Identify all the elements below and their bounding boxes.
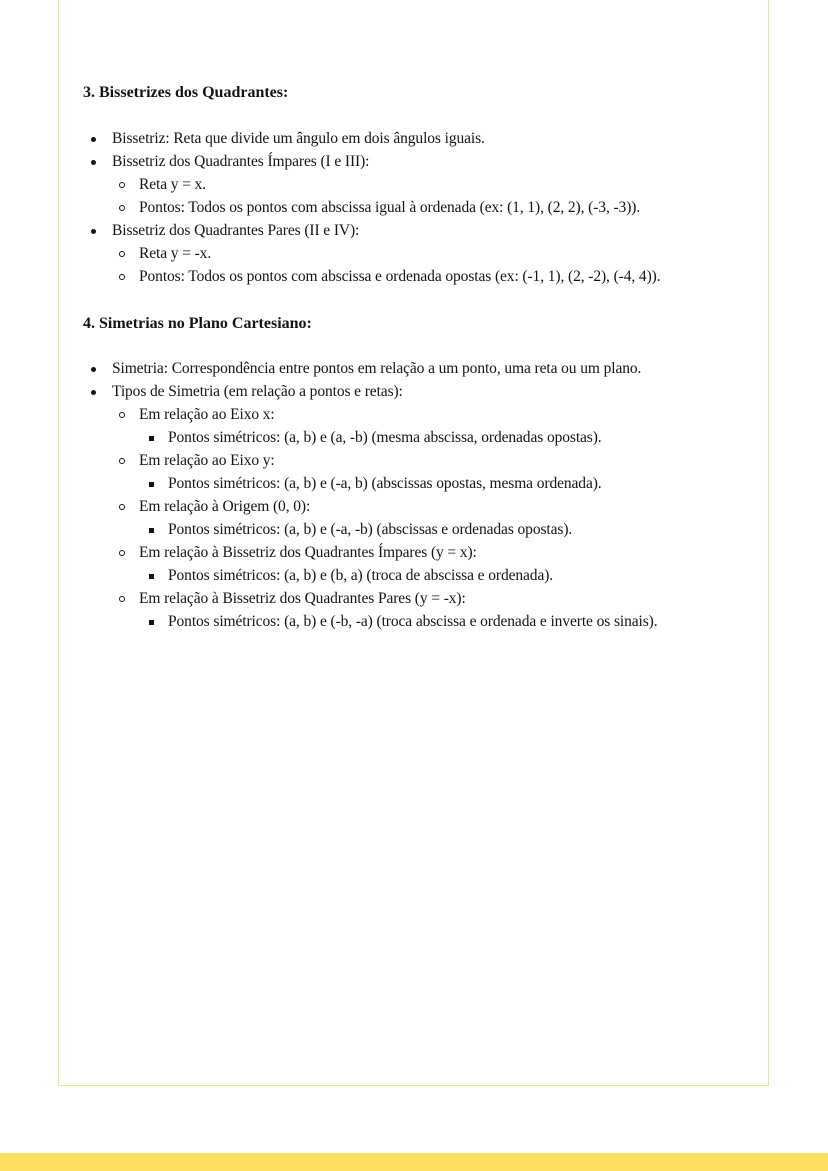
list-item: [83, 265, 660, 288]
list-item-text: Pontos simétricos: (a, b) e (-b, -a) (troca abscissa e ordenada e inverte os sinais).: [168, 613, 658, 630]
list-item-text: Em relação à Origem (0, 0):: [139, 498, 311, 515]
list-item: [83, 610, 657, 633]
list-item: [83, 380, 657, 403]
list-item-text: Pontos: Todos os pontos com abscissa igual à ordenada (ex: (1, 1), (2, 2), (-3, -3)).: [139, 199, 641, 216]
list-item-text: Pontos: Todos os pontos com abscissa e ordenada opostas (ex: (-1, 1), (2, -2), (-4, 4)).: [139, 268, 661, 285]
list-item: [83, 518, 657, 541]
list-item: [83, 449, 657, 472]
list-item-text: Em relação à Bissetriz dos Quadrantes Ímpares (y = x):: [139, 544, 477, 561]
list-item: [83, 426, 657, 449]
list-item-text: Pontos simétricos: (a, b) e (-a, b) (abscissas opostas, mesma ordenada).: [168, 475, 602, 492]
list-item: [83, 127, 660, 150]
list-item: [83, 242, 660, 265]
list-item-text: Reta y = -x.: [139, 245, 212, 262]
list-item: [83, 403, 657, 426]
list-item: [83, 150, 660, 173]
list-item: [83, 173, 660, 196]
list-item-text: Simetria: Correspondência entre pontos em relação a um ponto, uma reta ou um plano.: [112, 360, 642, 377]
list-item-text: Em relação à Bissetriz dos Quadrantes Pares (y = -x):: [139, 590, 466, 607]
list-item: [83, 219, 660, 242]
list-item-text: Pontos simétricos: (a, b) e (b, a) (troca de abscissa e ordenada).: [168, 567, 554, 584]
list-item-text: Bissetriz dos Quadrantes Pares (II e IV):: [112, 222, 360, 239]
list-item: [83, 564, 657, 587]
section-heading-bissetrizes: 3. Bissetrizes dos Quadrantes:: [83, 84, 289, 101]
list-item: [83, 495, 657, 518]
list-item: [83, 587, 657, 610]
list-item-text: Reta y = x.: [139, 176, 207, 193]
simetrias-list: [83, 357, 657, 633]
list-item-text: Em relação ao Eixo x:: [139, 406, 275, 423]
list-item-text: Bissetriz dos Quadrantes Ímpares (I e III):: [112, 153, 370, 170]
list-item-text: Pontos simétricos: (a, b) e (a, -b) (mesma abscissa, ordenadas opostas).: [168, 429, 602, 446]
list-item: [83, 357, 657, 380]
list-item-text: Pontos simétricos: (a, b) e (-a, -b) (abscissas e ordenadas opostas).: [168, 521, 573, 538]
list-item-text: Em relação ao Eixo y:: [139, 452, 275, 469]
section-heading-simetrias: 4. Simetrias no Plano Cartesiano:: [83, 315, 312, 332]
list-item-text: Bissetriz: Reta que divide um ângulo em dois ângulos iguais.: [112, 130, 485, 147]
list-item: [83, 196, 660, 219]
list-item: [83, 541, 657, 564]
list-item: [83, 472, 657, 495]
footer-accent-bar: [0, 1153, 828, 1171]
bissetrizes-list: [83, 127, 660, 288]
list-item-text: Tipos de Simetria (em relação a pontos e retas):: [112, 383, 403, 400]
